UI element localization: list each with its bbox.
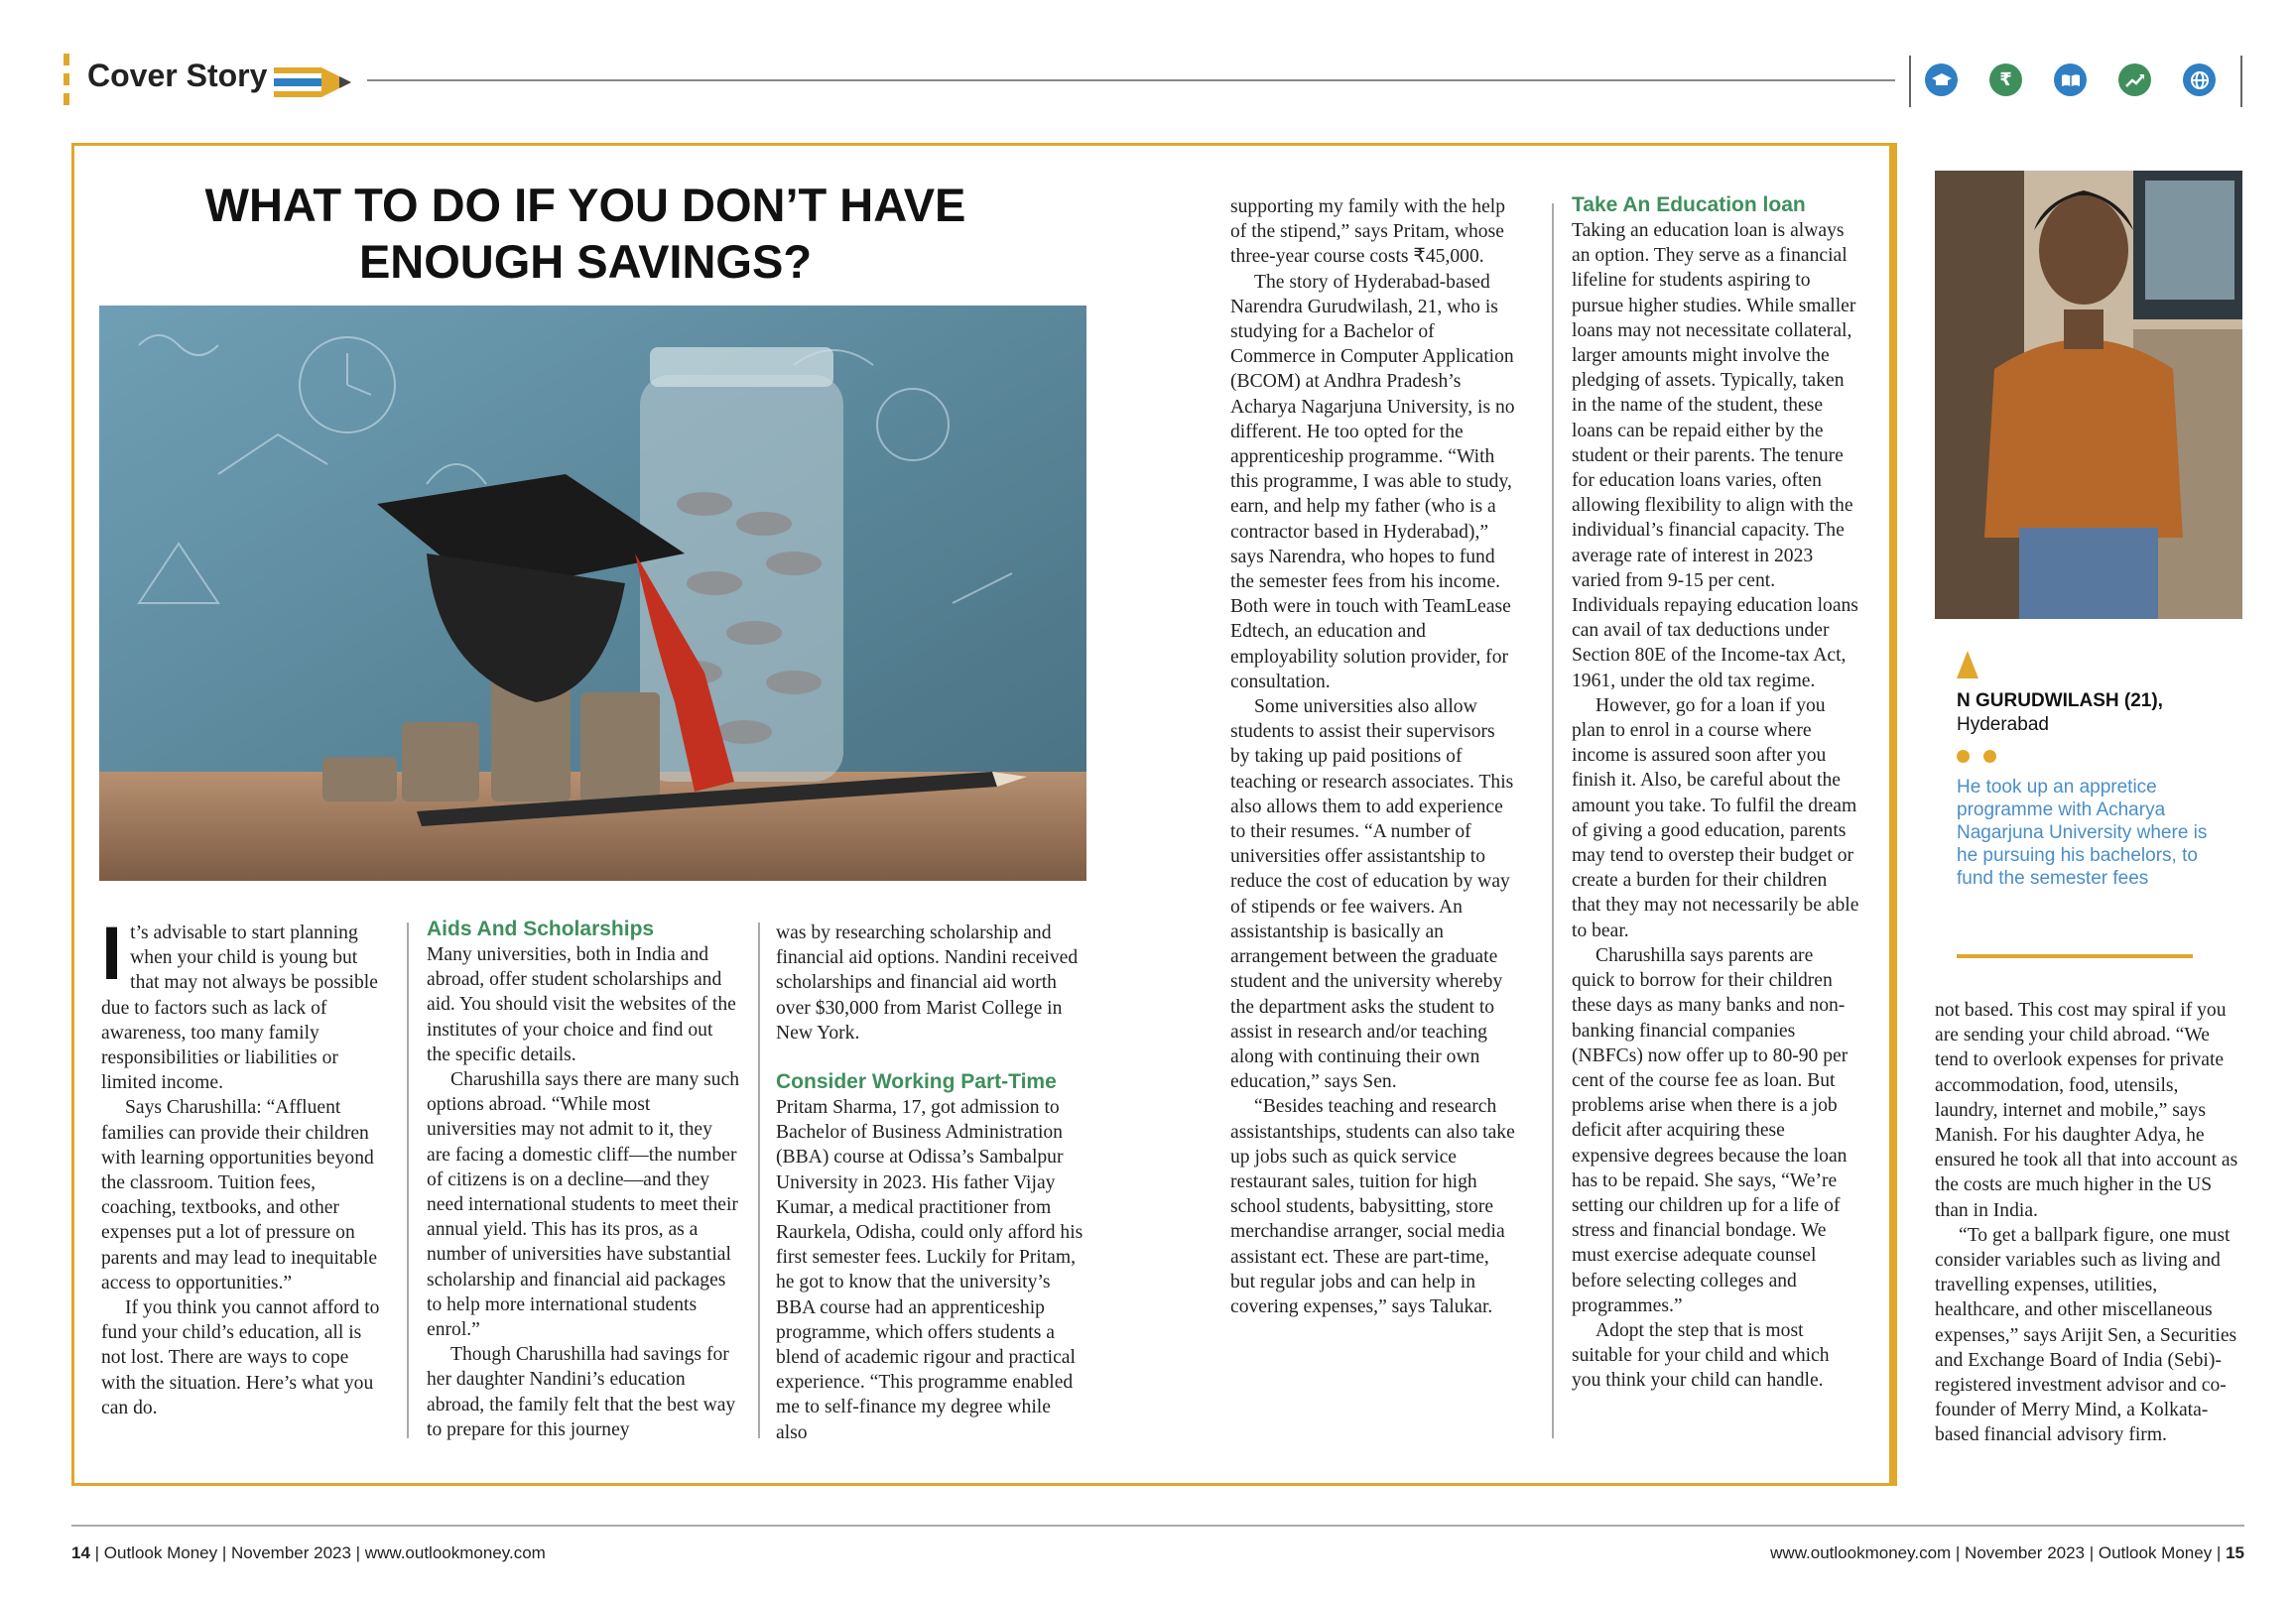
pencil-icon: [274, 65, 351, 99]
subheading-working-part-time: Consider Working Part-Time: [776, 1070, 1057, 1094]
drop-cap: I: [101, 912, 123, 996]
footer-right-text: www.outlookmoney.com | November 2023 | Outlook Money |: [1770, 1543, 2227, 1562]
article-column-3: [776, 921, 1084, 1445]
article-column-4: [1230, 194, 1518, 1319]
article-column-5: [1572, 192, 1859, 1394]
headline: WHAT TO DO IF YOU DON’T HAVE ENOUGH SAVINGS?: [204, 179, 966, 288]
footer-rule: [71, 1525, 2244, 1527]
profile-photo: [1935, 171, 2242, 619]
header-rule: [367, 79, 1895, 81]
growth-chart-icon[interactable]: [2118, 63, 2151, 96]
paragraph: Though Charushilla had savings for her daughter Nandini’s education abroad, the family felt that the best way to prepare for this journey: [427, 1344, 736, 1440]
header-separator: [1909, 56, 1911, 107]
footer-left-text: | Outlook Money | November 2023 | www.outlookmoney.com: [89, 1543, 546, 1562]
hero-image: [99, 306, 1086, 881]
paragraph: Charushilla says there are many such options abroad. “While most universities may not admit to it, they are facing a domestic cliff—the number of citizens is on a decline—and they need international students to meet their annual yield. This has its pros, as a number of universities have substantial scholarship and financial aid packages to help more international students enrol.”: [427, 1069, 740, 1341]
accent-triangle: [1957, 651, 1978, 678]
footer-right: [1770, 1543, 2244, 1563]
paragraph: The story of Hyderabad-based Narendra Gurudwilash, 21, who is studying for a Bachelor of Commerce in Computer Application (BCOM) at Andhra Pradesh’s Acharya Nagarjuna University, is no different. He too opted for the apprenticeship programme. “With this programme, I was able to study, earn, and help my father (who is a contractor based in Hyderabad),” says Narendra, who hopes to fund the semester fees from his income. Both were in touch with TeamLease Edtech, an education and employability solution provider, for consultation.: [1230, 271, 1515, 692]
paragraph: Pritam Sharma, 17, got admission to Bachelor of Business Administration (BBA) course at Odissa’s Sambalpur University in 2023. His father Vijay Kumar, a medical practitioner from Raurkela, Odisha, could only afford his first semester fees. Luckily for Pritam, he got to know that the university’s BBA course had an apprenticeship programme, which offers students a blend of academic rigour and practical experience. “This programme enabled me to self-finance my degree while also: [776, 1097, 1084, 1443]
section-marker: [64, 54, 69, 105]
header-separator: [2240, 56, 2242, 107]
education-icon[interactable]: [1925, 63, 1958, 96]
footer-left: [71, 1543, 546, 1563]
category-icons: [1925, 63, 2216, 96]
page-number-left: 14: [71, 1543, 90, 1562]
paragraph: Says Charushilla: “Affluent families can provide their children with learning opportunities beyond the classroom. Tuition fees, coaching, textbooks, and other expenses put a lot of pressure on parents and may lead to inequitable access to opportunities.”: [101, 1097, 378, 1293]
paragraph: However, go for a loan if you plan to enrol in a course where income is assured soon after you finish it. Also, be careful about the amount you take. To fulfil the dream of giving a good education, parents may tend to overstep their budget or create a burden for their children that they may not necessarily be able to bear.: [1572, 694, 1859, 941]
globe-icon[interactable]: [2183, 63, 2216, 96]
paragraph: “To get a ballpark figure, one must consider variables such as living and travelling expenses, utilities, healthcare, and other miscellaneous expenses,” says Arijit Sen, a Securities and Exchange Board of India (Sebi)-registered investment advisor and co-founder of Merry Mind, a Kolkata-based financial advisory firm.: [1935, 1224, 2237, 1446]
profile-city: Hyderabad: [1957, 714, 2049, 735]
paragraph: Taking an education loan is always an option. They serve as a financial lifeline for students aspiring to pursue higher studies. While smaller loans may not necessitate collateral, larger amounts might involve the pledging of assets. Typically, taken in the name of the student, these loans can be repaid either by the student or their parents. The tenure for education loans varies, often allowing flexibility to align with the individual’s financial capacity. The average rate of interest in 2023 varied from 9-15 per cent. Individuals repaying education loans can avail of tax deductions under Section 80E of the Income-tax Act, 1961, under the old tax regime.: [1572, 220, 1858, 691]
book-icon[interactable]: [2054, 63, 2087, 96]
quote-underline: [1957, 954, 2193, 958]
page-number-right: 15: [2226, 1543, 2244, 1562]
paragraph: Charushilla says parents are quick to borrow for their children these days as many banks and non-banking financial companies (NBFCs) now offer up to 80-90 per cent of the course fee as loan. But problems arise when there is a job deficit after acquiring these expensive degrees because the loan has to be repaid. She says, “We’re setting our children up for a life of stress and financial bondage. We must exercise adequate counsel before selecting colleges and programmes.”: [1572, 944, 1849, 1316]
section-title: Cover Story: [87, 58, 268, 93]
paragraph: Adopt the step that is most suitable for your child and which you think your child can handle.: [1572, 1319, 1830, 1392]
subheading-education-loan: Take An Education loan: [1572, 193, 1806, 216]
paragraph: was by researching scholarship and financial aid options. Nandini received scholarships and financial aid worth over $30,000 from Marist College in New York.: [776, 922, 1079, 1044]
rupee-icon[interactable]: ₹: [1989, 63, 2022, 96]
column-rule: [407, 922, 409, 1438]
paragraph: Some universities also allow students to assist their supervisors by taking up paid positions of teaching or research associates. This also allows them to add experience to their resumes. “A number of universities offer assistantship to reduce the cost of education by way of stipends or fee waivers. An assistantship is basically an arrangement between the graduate student and the university whereby the department asks the student to assist in research and/or teaching along with continuing their own education,” says Sen.: [1230, 696, 1514, 1093]
profile-quote: He took up an appretice programme with Acharya Nagarjuna University where is he pursuing his bachelors, to fund the semester fees: [1957, 777, 2208, 889]
article-column-2: [427, 917, 740, 1442]
article-column-1: [101, 912, 387, 1420]
article-column-6: [1935, 998, 2242, 1448]
article-box-edge: [1889, 143, 1897, 1486]
paragraph: t’s advisable to start planning when your child is young but that may not always be possible due to factors such as lack of awareness, too many family responsibilities or liabilities or limited income.: [101, 922, 378, 1094]
profile-name: N GURUDWILASH (21),: [1957, 690, 2163, 711]
paragraph: not based. This cost may spiral if you are sending your child abroad. “We tend to overlook expenses for private accommodation, food, utensils, laundry, internet and mobile,” says Manish. For his daughter Adya, he ensured he took all that into account as the costs are much higher in the US than in India.: [1935, 1000, 2238, 1221]
accent-dots: [1957, 750, 1996, 763]
paragraph: If you think you cannot afford to fund your child’s education, all is not lost. There are ways to cope with the situation. Here’s what you can do.: [101, 1297, 380, 1418]
paragraph: Many universities, both in India and abroad, offer student scholarships and aid. You should visit the websites of the institutes of your choice and find out the specific details.: [427, 944, 736, 1065]
column-rule: [1552, 203, 1554, 1438]
paragraph: “Besides teaching and research assistantships, students can also take up jobs such as quick service restaurant sales, tuition for high school students, babysitting, store merchandise arranger, social media assistant ect. These are part-time, but regular jobs and can help in covering expenses,” says Talukar.: [1230, 1096, 1515, 1317]
subheading-aids-scholarships: Aids And Scholarships: [427, 918, 655, 940]
paragraph: supporting my family with the help of the stipend,” says Pritam, whose three-year course costs ₹45,000.: [1230, 196, 1506, 268]
column-rule: [758, 922, 760, 1438]
